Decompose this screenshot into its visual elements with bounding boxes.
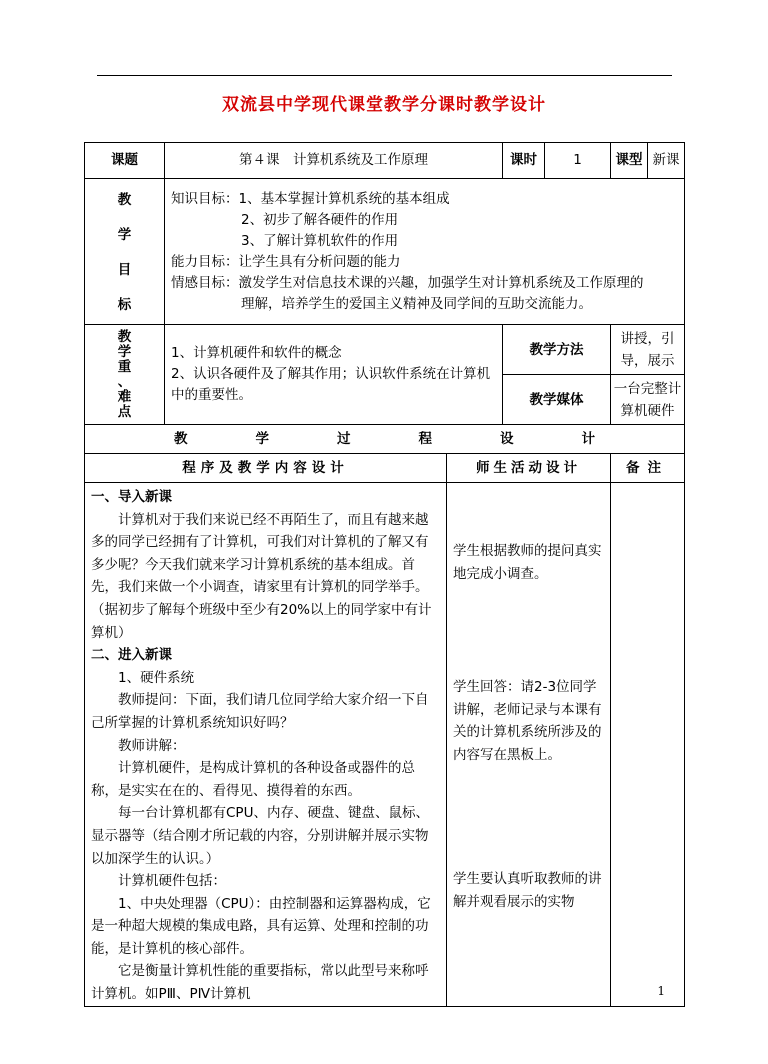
- content-cell: [85, 483, 447, 1007]
- activity-cell: [447, 483, 611, 1007]
- goals-label-char: 教: [117, 191, 132, 208]
- topic-label: 课题: [85, 143, 165, 179]
- ability-goal: 能力目标：让学生具有分析问题的能力: [171, 254, 401, 270]
- keypoints-label-char: 难: [117, 388, 132, 405]
- document-title: 双流县中学现代课堂教学分课时教学设计: [222, 95, 546, 115]
- goals-label: [85, 179, 165, 325]
- activity-note: 学生要认真听取教师的讲解并观看展示的实物: [453, 871, 602, 910]
- content-paragraph: 1、中央处理器（CPU）：由控制器和运算器构成，它是一种超大规模的集成电路，具有运算、处理和控制的功能，是计算机的核心部件。: [91, 895, 431, 957]
- content-paragraph: 计算机对于我们来说已经不再陌生了，而且有越来越多的同学已经拥有了计算机，可我们对计算机的了解又有多少呢？今天我们就来学习计算机系统的基本组成。首先，我们来做一个小调查，请家里有计算机的同学举手。（据初步了解每个班级中至少有20%以上的同学家中有计算机）: [91, 511, 432, 641]
- content-paragraph: 每一台计算机都有CPU、内存、硬盘、键盘、鼠标、显示器等（结合刚才所记载的内容，分别讲解并展示实物以加深学生的认识。）: [91, 805, 429, 867]
- page-number: 1: [657, 984, 665, 998]
- activity-note: 学生根据教师的提问真实地完成小调查。: [453, 543, 602, 582]
- period-label: 课时: [503, 143, 545, 179]
- section-heading: 一、导入新课: [91, 489, 172, 505]
- keypoints-label-char: 点: [117, 403, 132, 420]
- notes-cell: [611, 483, 685, 1007]
- knowledge-item: 1、基本掌握计算机系统的基本组成: [238, 191, 450, 207]
- media-value: 一台完整计算机硬件: [611, 375, 685, 425]
- emotion-goal-line1: 情感目标：激发学生对信息技术课的兴趣，加强学生对计算机系统及工作原理的: [171, 275, 644, 291]
- section-heading: 二、进入新课: [91, 647, 172, 664]
- activity-note: 学生回答：请2-3位同学讲解，老师记录与本课有关的计算机系统所涉及的内容写在黑板上。: [453, 679, 602, 763]
- content-paragraph: 1、硬件系统: [118, 669, 195, 686]
- lesson-plan-table: [84, 142, 685, 1007]
- keypoints-label-char: 、: [117, 373, 132, 390]
- keypoints-label-char: 重: [117, 358, 132, 375]
- knowledge-item: 2、初步了解各硬件的作用: [241, 212, 399, 228]
- knowledge-label: 知识目标：: [171, 191, 239, 207]
- col-header-activity: 师生活动设计: [447, 454, 611, 483]
- keypoints-label-char: 学: [117, 343, 132, 360]
- goals-label-char: 标: [117, 296, 132, 313]
- media-label: 教学媒体: [503, 375, 611, 425]
- keypoints-label: [85, 325, 165, 425]
- keypoints-label-char: 教: [117, 328, 132, 345]
- content-paragraph: 教师提问：下面，我们请几位同学给大家介绍一下自己所掌握的计算机系统知识好吗？: [91, 692, 429, 731]
- keypoint-item: 1、计算机硬件和软件的概念: [171, 345, 342, 361]
- method-value: 讲授，引导，展示: [611, 325, 685, 375]
- emotion-goal-line2: 理解，培养学生的爱国主义精神及同学间的互助交流能力。: [241, 296, 592, 312]
- knowledge-item: 3、了解计算机软件的作用: [241, 233, 399, 249]
- top-rule: [97, 75, 672, 76]
- goals-content: [165, 179, 685, 325]
- content-paragraph: 它是衡量计算机性能的重要指标，常以此型号来称呼计算机。如PⅢ、PⅣ计算机: [91, 963, 429, 1003]
- type-cell: [611, 143, 685, 179]
- keypoints-content: [165, 325, 503, 425]
- topic-value: 第４课 计算机系统及工作原理: [165, 143, 503, 179]
- period-value: 1: [545, 143, 611, 179]
- goals-label-char: 学: [117, 226, 132, 243]
- content-paragraph: 计算机硬件，是构成计算机的各种设备或器件的总称，是实实在在的、看得见、摸得着的东西。: [91, 760, 415, 799]
- process-banner: 教 学 过 程 设 计: [85, 425, 685, 454]
- col-header-content: 程序及教学内容设计: [85, 454, 447, 483]
- type-label: 课型: [611, 143, 648, 178]
- col-header-notes: 备注: [611, 454, 685, 483]
- content-paragraph: 教师讲解：: [118, 737, 186, 754]
- type-value: 新课: [652, 152, 680, 168]
- content-paragraph: 计算机硬件包括：: [118, 873, 226, 890]
- method-label: 教学方法: [503, 325, 611, 375]
- goals-label-char: 目: [117, 261, 132, 278]
- keypoint-item: 2、认识各硬件及了解其作用；认识软件系统在计算机中的重要性。: [171, 366, 491, 403]
